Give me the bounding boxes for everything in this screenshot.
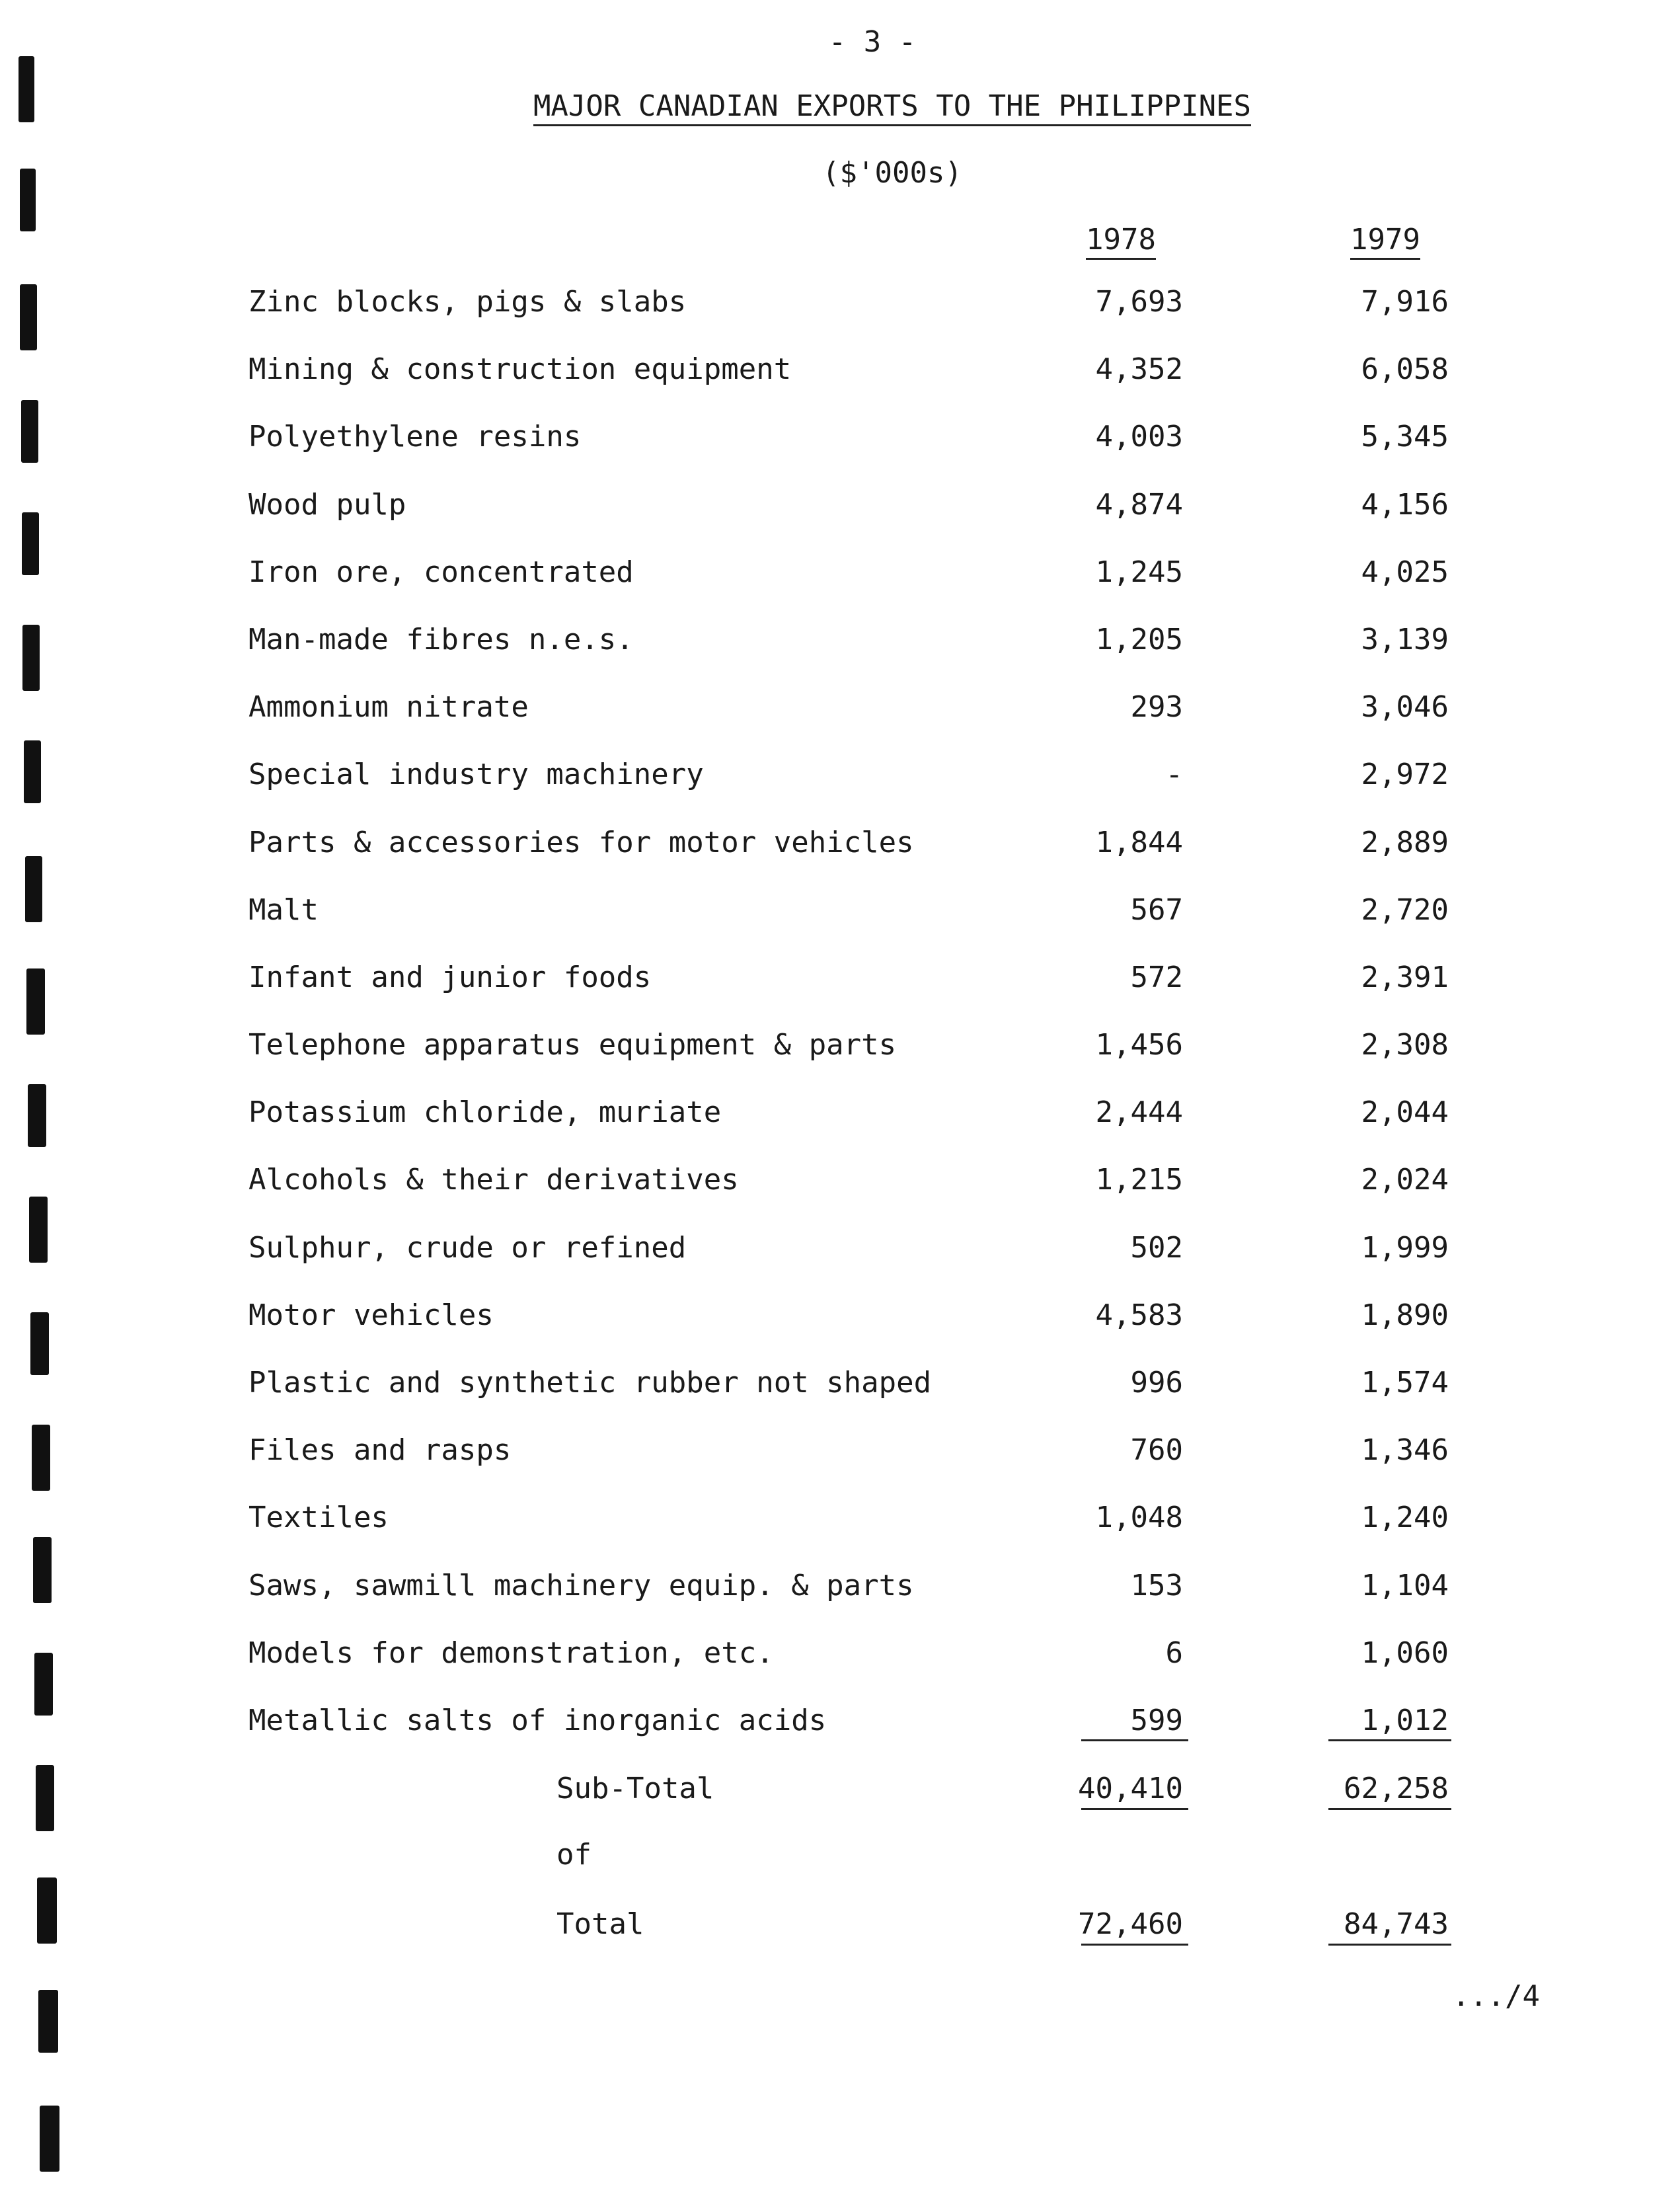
table-row	[0, 1366, 1680, 1433]
binder-hole-mark	[40, 2106, 59, 2172]
row-value-1978: 1,048	[1095, 1501, 1183, 1535]
row-value-1978: 1,205	[1095, 622, 1183, 656]
row-value-1978: 760	[1130, 1433, 1183, 1468]
row-value-1979: 3,046	[1361, 690, 1449, 725]
row-value-1978: 502	[1130, 1230, 1183, 1265]
row-label: Zinc blocks, pigs & slabs	[248, 285, 687, 319]
continued-marker: .../4	[1452, 1979, 1540, 2013]
table-row	[0, 488, 1680, 555]
row-value-1979: 1,574	[1361, 1366, 1449, 1400]
table-row	[0, 623, 1680, 690]
row-value-1979: 4,025	[1361, 555, 1449, 589]
row-value-1978: -	[1165, 758, 1183, 792]
table-row	[0, 1028, 1680, 1095]
row-label: Files and rasps	[248, 1433, 512, 1468]
table-row	[0, 285, 1680, 352]
table-row	[0, 961, 1680, 1028]
row-value-1979: 2,720	[1361, 892, 1449, 927]
table-row	[0, 690, 1680, 758]
row-value-1978: 1,844	[1095, 825, 1183, 859]
row-value-1979: 4,156	[1361, 487, 1449, 522]
row-value-1978: 1,456	[1095, 1028, 1183, 1062]
of-label: of	[556, 1838, 592, 1872]
table-row	[0, 352, 1680, 420]
table-row	[0, 1636, 1680, 1704]
table-row	[0, 1433, 1680, 1501]
row-value-1978: 2,444	[1095, 1095, 1183, 1130]
document-title-text: MAJOR CANADIAN EXPORTS TO THE PHILIPPINES	[533, 89, 1251, 126]
row-label: Infant and junior foods	[248, 960, 652, 994]
row-value-1978: 153	[1130, 1568, 1183, 1602]
total-1979: 84,743	[1344, 1907, 1449, 1941]
table-row	[0, 893, 1680, 961]
total-1978: 72,460	[1078, 1907, 1183, 1941]
column-header-1979-text: 1979	[1350, 223, 1420, 260]
document-title	[529, 89, 1256, 123]
binder-hole-mark	[20, 169, 36, 231]
exports-table	[0, 285, 1680, 1771]
row-label: Motor vehicles	[248, 1298, 494, 1332]
row-label: Alcohols & their derivatives	[248, 1163, 739, 1197]
row-label: Sulphur, crude or refined	[248, 1230, 687, 1265]
row-label: Potassium chloride, muriate	[248, 1095, 722, 1130]
binder-hole-mark	[37, 1877, 57, 1944]
total-label: Total	[556, 1907, 644, 1941]
row-value-1978: 293	[1130, 690, 1183, 725]
table-row	[0, 1095, 1680, 1163]
row-value-1979: 3,139	[1361, 622, 1449, 656]
row-value-1979: 2,972	[1361, 758, 1449, 792]
row-value-1979: 7,916	[1361, 285, 1449, 319]
row-value-1979: 1,890	[1361, 1298, 1449, 1332]
subtotal-1979: 62,258	[1344, 1772, 1449, 1805]
row-label: Models for demonstration, etc.	[248, 1636, 774, 1670]
row-label: Wood pulp	[248, 487, 406, 522]
table-row	[0, 1163, 1680, 1230]
binder-hole-mark	[19, 56, 34, 122]
row-value-1979: 1,999	[1361, 1230, 1449, 1265]
row-value-1978: 4,352	[1095, 352, 1183, 387]
row-value-1979: 2,308	[1361, 1028, 1449, 1062]
row-value-1979: 2,044	[1361, 1095, 1449, 1130]
row-value-1979: 2,391	[1361, 960, 1449, 994]
row-value-1978: 4,583	[1095, 1298, 1183, 1332]
row-value-1979: 2,024	[1361, 1163, 1449, 1197]
row-value-1978: 7,693	[1095, 285, 1183, 319]
row-label: Saws, sawmill machinery equip. & parts	[248, 1568, 914, 1602]
row-value-1978: 567	[1130, 892, 1183, 927]
subtotal-underline	[1081, 1808, 1188, 1810]
row-value-1979: 6,058	[1361, 352, 1449, 387]
column-header-1978-text: 1978	[1086, 223, 1156, 260]
total-underline	[1328, 1944, 1451, 1946]
table-row	[0, 1704, 1680, 1771]
column-header-1979	[1332, 223, 1438, 257]
row-value-1979: 1,104	[1361, 1568, 1449, 1602]
row-value-1978: 599	[1130, 1703, 1183, 1737]
row-value-1979: 2,889	[1361, 825, 1449, 859]
table-row	[0, 1231, 1680, 1298]
row-label: Metallic salts of inorganic acids	[248, 1703, 827, 1737]
row-value-1979: 1,012	[1361, 1703, 1449, 1737]
subtotal-1978: 40,410	[1078, 1772, 1183, 1805]
table-row	[0, 826, 1680, 893]
table-row	[0, 1569, 1680, 1636]
row-value-1978: 1,245	[1095, 555, 1183, 589]
row-value-1978: 4,874	[1095, 487, 1183, 522]
row-value-1978: 6	[1165, 1636, 1183, 1670]
table-row	[0, 1501, 1680, 1568]
binder-hole-mark	[38, 1990, 58, 2053]
column-header-1978	[1068, 223, 1174, 257]
table-row	[0, 420, 1680, 487]
page-number: - 3 -	[828, 25, 917, 59]
row-label: Special industry machinery	[248, 758, 704, 792]
row-label: Textiles	[248, 1501, 389, 1535]
row-value-1979: 1,060	[1361, 1636, 1449, 1670]
row-label: Ammonium nitrate	[248, 690, 529, 725]
row-value-1978: 572	[1130, 960, 1183, 994]
row-value-1979: 5,345	[1361, 420, 1449, 454]
row-value-1979: 1,346	[1361, 1433, 1449, 1468]
units-note: ($'000s)	[822, 156, 962, 190]
row-label: Malt	[248, 892, 319, 927]
subtotal-label: Sub-Total	[556, 1772, 714, 1805]
total-underline	[1081, 1944, 1188, 1946]
row-label: Telephone apparatus equipment & parts	[248, 1028, 897, 1062]
table-row	[0, 758, 1680, 825]
table-row	[0, 1298, 1680, 1366]
column-underline	[1081, 1739, 1188, 1741]
row-label: Iron ore, concentrated	[248, 555, 634, 589]
column-underline	[1328, 1739, 1451, 1741]
row-label: Polyethylene resins	[248, 420, 582, 454]
row-label: Plastic and synthetic rubber not shaped	[248, 1366, 932, 1400]
row-label: Parts & accessories for motor vehicles	[248, 825, 914, 859]
row-label: Mining & construction equipment	[248, 352, 792, 387]
row-label: Man-made fibres n.e.s.	[248, 622, 634, 656]
row-value-1979: 1,240	[1361, 1501, 1449, 1535]
binder-hole-mark	[36, 1765, 54, 1831]
row-value-1978: 4,003	[1095, 420, 1183, 454]
row-value-1978: 996	[1130, 1366, 1183, 1400]
table-row	[0, 555, 1680, 623]
subtotal-underline	[1328, 1808, 1451, 1810]
row-value-1978: 1,215	[1095, 1163, 1183, 1197]
